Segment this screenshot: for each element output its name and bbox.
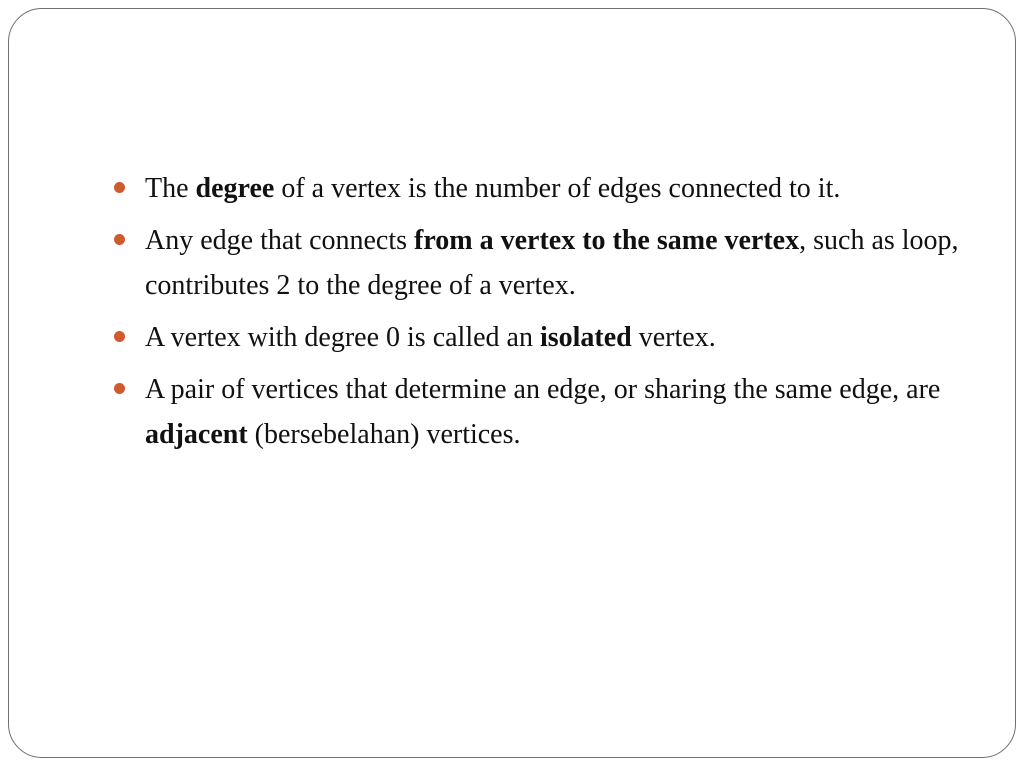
bold-term-same-vertex: from a vertex to the same vertex <box>414 225 800 256</box>
text-segment: Any edge that connects <box>145 225 415 256</box>
text-segment: The <box>145 173 196 204</box>
bullet-dot-icon <box>114 331 125 342</box>
text-segment: vertex. <box>631 322 716 353</box>
bold-term-degree: degree <box>195 173 275 204</box>
bullet-dot-icon <box>114 182 125 193</box>
text-segment: (bersebelahan) vertices. <box>247 419 521 450</box>
text-segment: , such as loop, contributes 2 to the degree of a vertex. <box>145 225 959 301</box>
bold-term-isolated: isolated <box>539 322 632 353</box>
text-segment: of a vertex is the number of edges connected to it. <box>274 173 841 204</box>
bullet-dot-icon <box>114 234 125 245</box>
bullet-item-degree <box>112 166 962 211</box>
bullet-list <box>112 166 962 464</box>
text-segment: A vertex with degree 0 is called an <box>145 322 540 353</box>
bullet-item-adjacent <box>112 367 962 457</box>
bullet-item-loop <box>112 218 962 308</box>
text-segment: A pair of vertices that determine an edge, or sharing the same edge, are <box>145 374 941 405</box>
bullet-item-isolated <box>112 315 962 360</box>
bold-term-adjacent: adjacent <box>145 419 248 450</box>
bullet-dot-icon <box>114 383 125 394</box>
